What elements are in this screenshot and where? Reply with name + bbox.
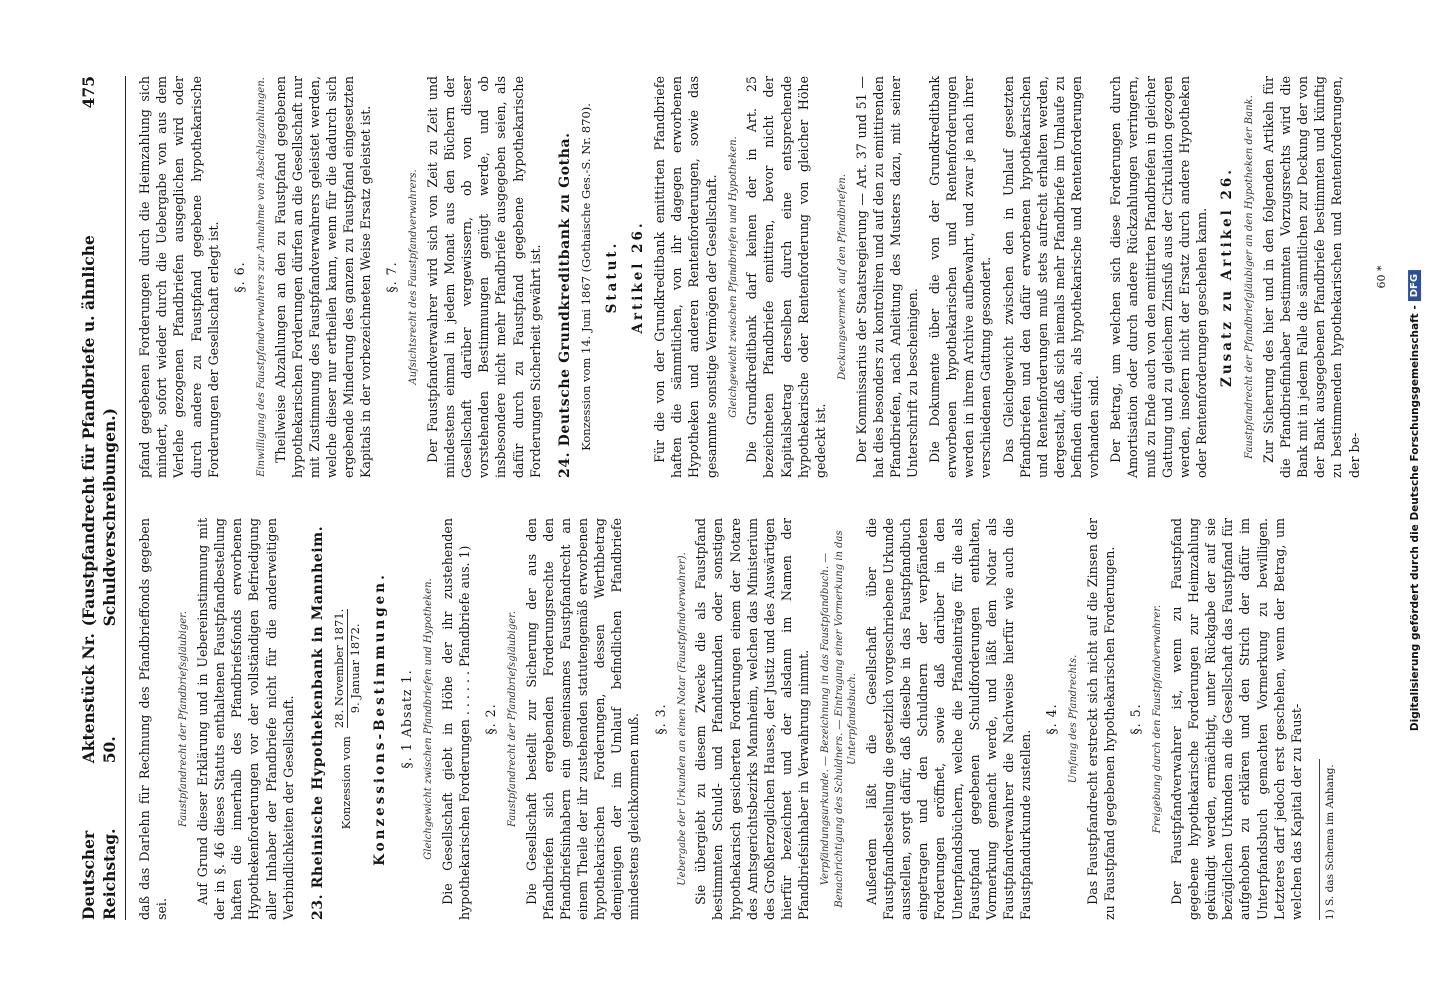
paragraph: Sie übergiebt zu diesem Zwecke die als Faustpfand bestimmten Schuld- und Pfandurkunden oder sonstigen hypothekarisch gesicherten Forderungen einem der Notare des Amtsgerichtsbezirks Mannheim, welchen das Ministerium des Großherzoglichen Hauses, der Justiz und des Auswärtigen hierfür bezeichnet und der alsdann im Namen der Pfandbriefsinhaber in Verwahrung nimmt. <box>693 518 812 920</box>
paragraph: Außerdem läßt die Gesellschaft über die Faustpfandbestellung die gesetzlich vorgeschriebene Urkunde ausstellen, sorgt dafür, daß dieselbe in das Faustpfandbuch eingetragen und den Schuldnern der verpfändeten Forderungen eröffnet, sowie daß darüber in den Unterpfandsbüchern, welche die Pfandeinträge für die als Faustpfand gegebenen Schuldforderungen enthalten, Vormerkung gemacht werde, und läßt dem Notar als Faustpfandverwahrer die Nachweise hierfür wie auch die Faustpfandurkunde zustellen. <box>863 518 1034 920</box>
header-left: Deutscher Reichstag. <box>79 828 120 920</box>
paragraph: Der Kommissarius der Staatsregierung — Art. 37 und 51 — hat dies besonders zu kontroliren und auf den zu emittirenden Pfandbriefen, nach Anleitung des Musters dazu, mit seiner Unterschrift zu bescheinigen. <box>853 76 920 478</box>
paragraph: Der Faustpfandverwahrer ist, wenn zu Faustpfand gegebene hypothekarische Forderungen zur Heimzahlung gekündigt werden, ermächtigt, unter Rückgabe der auf sie bezüglichen Urkunden an die Gesellschaft das Faustpfand für aufgehoben zu erklären und den Strich der dafür im Unterpfandsbuch gemachten Vormerkung zu bewilligen. Letzteres darf jedoch erst geschehen, wenn der Betrag, um welchen das Kapital der zu Faust- <box>1168 518 1304 920</box>
article-heading: Artikel 26. <box>629 220 646 334</box>
dfg-sidebar <box>1404 0 1426 1000</box>
footnote: 1) S. das Schema im Anhang. <box>1319 759 1337 920</box>
margin-note: Verpfändungsurkunde. — Bezeichnung in das Faustpfandbuch. — Benachrichtigung des Schuldners. — Eintragung einer Vormerkung in das Unterpfandsbuch. <box>820 530 859 908</box>
institution-heading: 23. Rheinische Hypothekenbank in Mannheim. <box>309 525 326 920</box>
sheet-signature: 60 * <box>1374 265 1388 289</box>
section-heading: Konzessions-Bestimmungen. <box>371 572 388 866</box>
header-right: (Faustpfandrecht für Pfandbriefe u. ähnliche Schuldverschreibungen.) <box>79 235 120 627</box>
margin-note: Uebergabe der Urkunden an einen Notar (Faustpfandverwahrer). <box>676 552 688 886</box>
margin-note: Faustpfandrecht der Pfandbriefsgläubiger. <box>507 610 519 828</box>
header-center: Aktenstück Nr. 50. <box>79 633 120 764</box>
margin-note: Faustpfandrecht der Pfandbriefgläubiger an den Hypotheken der Bank. <box>1244 95 1256 459</box>
concession-dates <box>332 518 363 920</box>
paragraph: daß das Darlehn für Rechnung des Pfandbrieffonds gegeben sei. <box>137 518 170 920</box>
margin-note: Gleichgewicht zwischen Pfandbriefen und Hypotheken. <box>423 578 435 860</box>
margin-note: Deckungsvermerk auf den Pfandbriefen. <box>836 174 848 380</box>
paragraph-number: §. 1 Absatz 1. <box>399 669 415 769</box>
article-heading: Zusatz zu Artikel 26. <box>1219 167 1236 388</box>
margin-note: Freigebung durch den Faustpfandverwahrer. <box>1152 604 1164 834</box>
paragraph: Das Faustpfandrecht erstreckt sich nicht auf die Zinsen der zu Faustpfand gegebenen hypothekarischen Forderungen. <box>1084 518 1118 920</box>
column-right <box>136 76 1388 478</box>
paragraph: Die Dokumente über die von der Grundkreditbank erworbenen hypothekarischen und Rentenforderungen werden in ihrem Archive aufbewahrt, und zwar je nach ihrer verschiedenen Gattung gesondert. <box>927 76 994 478</box>
paragraph: Die Grundkreditbank darf keinen der in Art. 25 bezeichneten Pfandbriefe emittiren, bevor nicht der Kapitalsbetrag derselben durch eine entsprechende hypothekarische oder Rentenforderung von gleicher Höhe gedeckt ist. <box>744 76 828 478</box>
paragraph: Zur Sicherung des hier und in den folgenden Artikeln für die Pfandbriefinhaber bestimmten Vorzugsrechts wird die Bank mit in jedem Falle die sämmtlichen zur Deckung der von der Bank ausgegebenen Pfandbriefe bestimmten und künftig zu bestimmenden hypothekarischen und Rentenforderungen, der be- <box>1260 76 1362 478</box>
concession-date-1: 28. November 1871. <box>331 608 346 729</box>
paragraph: Auf Grund dieser Erklärung und in Uebereinstimmung mit der in §. 46 dieses Statuts enthaltenen Faustpfandbestellung haften die innerhalb des Pfandbriefsfonds erworbenen Hypothekenforderungen vor der vollständigen Befriedigung aller Inhaber der Pfandbriefe nicht für die anderweitigen Verbindlichkeiten der Gesellschaft. <box>195 518 296 920</box>
margin-note: Faustpfandrecht der Pfandbriefsgläubiger. <box>178 610 190 828</box>
paragraph: Das Gleichgewicht zwischen den in Umlauf gesetzten Pfandbriefen und den dafür erworbenen hypothekarischen und Rentenforderungen muß stets aufrecht erhalten werden, dergestalt, daß sich niemals mehr Pfandbriefe im Umlaufe zu befinden dürfen, als hypothekarische und Rentenforderungen vorhanden sind. <box>1000 76 1102 478</box>
margin-note: Umfang des Pfandrechts. <box>1068 654 1080 784</box>
dfg-credit-text: Digitalisierung gefördert durch die Deutsche Forschungsgemeinschaft - <box>1409 304 1421 731</box>
paragraph: Die Gesellschaft bestellt zur Sicherung der aus den Pfandbriefen sich ergebenden Forderungsrechte den Pfandbriefsinhabern ein gemeinsames Faustpfandrecht an einem Theile der ihr zustehenden statutengemäß erworbenen hypothekarischen Forderungen, dessen Werthbetrag demjenigen der im Umlauf befindlichen Pfandbriefe mindestens gleichkommen muß. <box>523 518 642 920</box>
paragraph-number: §. 5. <box>1128 703 1144 735</box>
column-left <box>136 518 1336 920</box>
paragraph: Für die von der Grundkreditbank emittirten Pfandbriefe haften die sämmtlichen, von ihr dagegen erworbenen Hypotheken und anderen Rentenforderungen, sowie das gesammte sonstige Vermögen der Gesellschaft. <box>652 76 719 478</box>
paragraph-number: §. 6. <box>231 261 247 293</box>
dfg-logo: DFG <box>1409 269 1422 300</box>
concession-line: Konzession vom 14. Juni 1867 (Gothaische Ges.-S. Nr. 870). <box>578 103 593 451</box>
paragraph: Theilweise Abzahlungen an den zu Faustpfand gegebenen hypothekarischen Forderungen dürfen an die Gesellschaft nur mit Zustimmung des Faustpfandverwahrers geleistet werden, welche dieser nur ertheilen kann, wenn für die dadurch sich ergebende Minderung des ganzen zu Faustpfand eingesetzten Kapitals in der vorbezeichneten Weise Ersatz geleistet ist. <box>272 76 374 478</box>
institution-heading: 24. Deutsche Grundkreditbank zu Gotha. <box>556 132 573 478</box>
margin-note: Gleichgewicht zwischen Pfandbriefen und Hypotheken. <box>727 136 739 418</box>
paragraph: Der Betrag, um welchen sich diese Forderungen durch Amortisation oder durch andere Rückzahlungen verringern, muß zu Ende auch von den emittirten Pfandbriefen in gleicher Gattung und zu gleichem Zinsfuß aus der Cirkulation gezogen werden, insofern nicht der Ersatz durch andere Hypotheken oder Rentenforderungen geschehen kann. <box>1108 76 1209 478</box>
page-number: 475 <box>79 76 98 109</box>
text-columns <box>136 76 1388 920</box>
document-page <box>36 20 1396 980</box>
margin-note: Einwilligung des Faustpfandverwahrers zur Annahme von Abschlagzahlungen. <box>255 77 267 477</box>
paragraph: Die Gesellschaft giebt in Höhe der ihr zustehenden hypothekarischen Forderungen . . . . . . Pfandbriefe aus. 1) <box>439 518 472 920</box>
concession-date-2: 9. Januar 1872. <box>347 623 362 714</box>
paragraph-number: §. 2. <box>482 703 498 735</box>
paragraph: pfand gegebenen Forderungen durch die Heimzahlung sich mindert, sofort wieder durch die Uebergabe von aus dem Verlehe gezogenen Pfandbriefen ausgeglichen wird oder durch andere zu Faustpfand gegebene hypothekarische Forderungen der Gesellschaft erlegt ist. <box>137 76 221 478</box>
running-header <box>78 76 126 920</box>
section-heading: Statut. <box>603 240 620 314</box>
paragraph-number: §. 4. <box>1044 703 1060 735</box>
paragraph-number: §. 7. <box>384 261 400 293</box>
paragraph: Der Faustpfandverwahrer wird sich von Zeit zu Zeit und mindestens einmal in jedem Monat aus den Büchern der Gesellschaft darüber vergewissern, ob von dieser vorstehenden Bestimmungen genügt werde, und ob insbesondere nicht mehr Pfandbriefe ausgegeben seien, als dafür durch zu Faustpfand gegebene hypothekarische Forderungen Sicherheit gewährt ist. <box>424 76 543 478</box>
margin-note: Aufsichtsrecht des Faustpfandverwahrers. <box>408 169 420 385</box>
concession-label: Konzession vom <box>339 736 354 830</box>
paragraph-number: §. 3. <box>652 703 668 735</box>
